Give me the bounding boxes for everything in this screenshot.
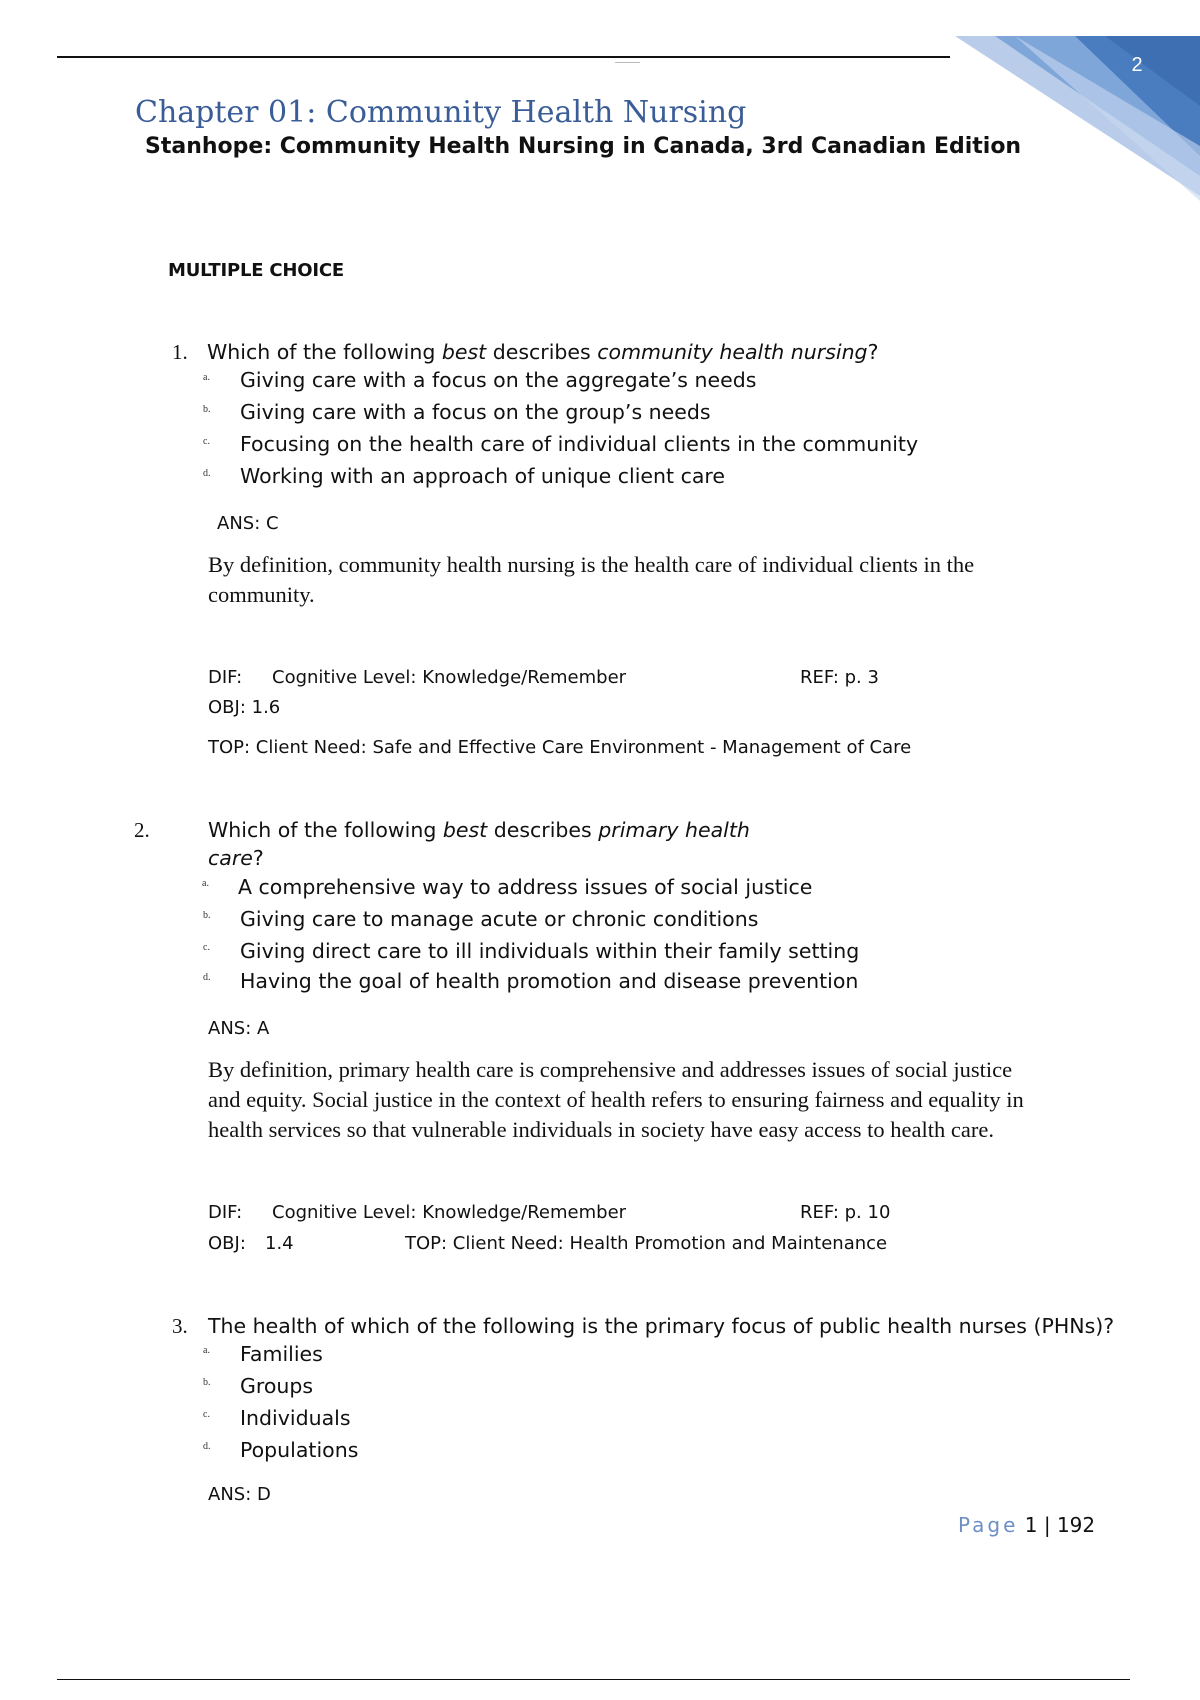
option-letter: a. xyxy=(203,1345,210,1356)
option-letter: d. xyxy=(203,972,211,983)
question-number: 3. xyxy=(172,1314,188,1338)
option-text: Having the goal of health promotion and disease prevention xyxy=(240,969,859,993)
option-text: Giving care to manage acute or chronic conditions xyxy=(240,907,759,931)
dif-label: DIF: xyxy=(208,667,243,688)
dif-value: Cognitive Level: Knowledge/Remember xyxy=(272,1202,627,1223)
dif-label: DIF: xyxy=(208,1202,243,1223)
corner-decoration-graphic xyxy=(955,36,1200,201)
ref-label: REF: p. 3 xyxy=(800,667,879,688)
question-text-continued: care? xyxy=(208,846,264,870)
rationale xyxy=(208,550,1058,610)
option-letter: b. xyxy=(203,404,211,415)
option-letter: c. xyxy=(203,436,210,447)
topic-label: TOP: Client Need: Safe and Effective Care Environment - Management of Care xyxy=(208,737,912,758)
option-text: Working with an approach of unique client care xyxy=(240,464,725,488)
section-heading: MULTIPLE CHOICE xyxy=(168,260,344,281)
option-letter: a. xyxy=(202,878,209,889)
question-text: Which of the following best describes primary health xyxy=(208,818,750,842)
option-text: Giving direct care to ill individuals within their family setting xyxy=(240,939,860,963)
obj-value: 1.4 xyxy=(265,1233,294,1254)
answer-key: ANS: A xyxy=(208,1018,270,1039)
footer-rule xyxy=(57,1679,1130,1680)
question-number: 1. xyxy=(172,340,188,364)
question-number: 2. xyxy=(134,818,150,842)
option-text: Populations xyxy=(240,1438,359,1462)
answer-key: ANS: C xyxy=(217,513,279,534)
page-badge: 2 xyxy=(1131,54,1143,76)
option-letter: d. xyxy=(203,1441,211,1452)
header-rule xyxy=(57,56,950,58)
answer-key: ANS: D xyxy=(208,1484,271,1505)
option-text: Individuals xyxy=(240,1406,351,1430)
rationale-line: health services so that vulnerable individuals in society have easy access to health care. xyxy=(208,1117,994,1142)
option-text: Focusing on the health care of individual clients in the community xyxy=(240,432,919,456)
option-letter: b. xyxy=(203,910,211,921)
option-letter: d. xyxy=(203,468,211,479)
obj-label: OBJ: xyxy=(208,1233,246,1254)
question-text: Which of the following best describes community health nursing? xyxy=(207,340,879,364)
page-footer xyxy=(958,1513,1095,1537)
option-letter: b. xyxy=(203,1377,211,1388)
dif-value: Cognitive Level: Knowledge/Remember xyxy=(272,667,627,688)
book-title: Stanhope: Community Health Nursing in Canada, 3rd Canadian Edition xyxy=(145,134,1022,159)
topic-label: TOP: Client Need: Health Promotion and Maintenance xyxy=(405,1233,888,1254)
option-letter: a. xyxy=(203,372,210,383)
option-text: Families xyxy=(240,1342,323,1366)
option-letter: c. xyxy=(203,942,210,953)
rationale-line: community. xyxy=(208,582,315,607)
question-text: The health of which of the following is the primary focus of public health nurses (PHNs)? xyxy=(208,1314,1115,1338)
page-word: Page xyxy=(958,1513,1019,1537)
chapter-title: Chapter 01: Community Health Nursing xyxy=(135,95,747,130)
option-text: A comprehensive way to address issues of social justice xyxy=(238,875,813,899)
rationale-line: By definition, community health nursing is the health care of individual clients in the xyxy=(208,552,975,577)
rationale-line: By definition, primary health care is comprehensive and addresses issues of social justice xyxy=(208,1057,1013,1082)
header-tick xyxy=(615,62,640,63)
option-text: Groups xyxy=(240,1374,314,1398)
rationale-line: and equity. Social justice in the context of health refers to ensuring fairness and equality in xyxy=(208,1087,1024,1112)
rationale xyxy=(208,1055,1113,1145)
option-text: Giving care with a focus on the aggregate’s needs xyxy=(240,368,757,392)
option-text: Giving care with a focus on the group’s needs xyxy=(240,400,711,424)
page-number: 1 | 192 xyxy=(1024,1513,1096,1537)
obj-label: OBJ: 1.6 xyxy=(208,697,281,718)
option-letter: c. xyxy=(203,1409,210,1420)
ref-label: REF: p. 10 xyxy=(800,1202,891,1223)
